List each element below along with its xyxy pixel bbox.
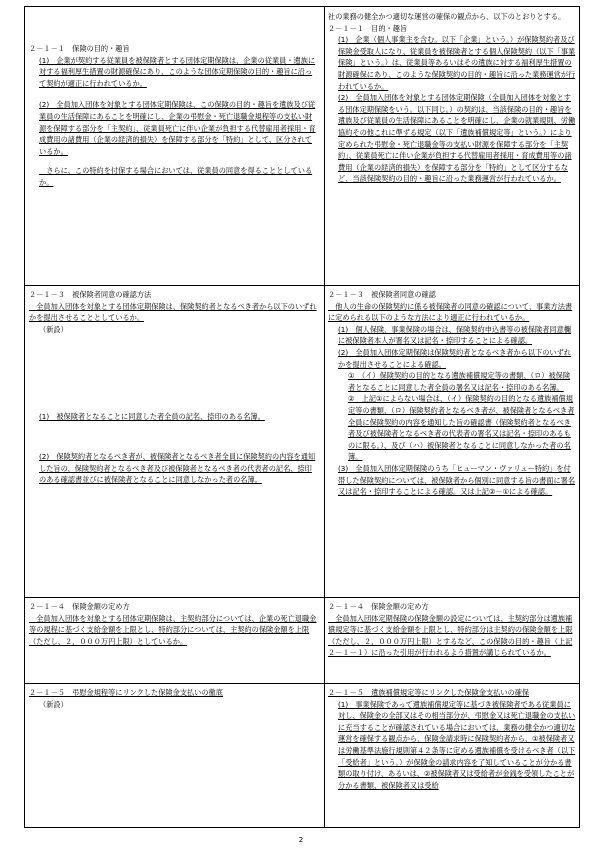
left-section-consent [29, 289, 319, 335]
left-s2-item-2-block [29, 451, 319, 486]
left-s4-heading: ２－１－５ 弔慰金規程等にリンクした保険金支払いの徹底 [29, 688, 223, 697]
left-section-amount [29, 601, 319, 647]
left-s4-new-label: （新設） [39, 699, 68, 709]
right-s2-heading: ２－１－３ 被保険者同意の確認 [328, 290, 436, 299]
left-s1-paragraph-2: (2) 全員加入団体を対象とする団体定期保険は、この保険の目的・趣旨を遺族及び従業員の生活保障にあることを明確にし、企業の弔慰金・死亡退職金規程等の支払い財源を保障する部分を「主契約」、従業員死亡に伴い企業が負担する代替雇用者採用・育成費用の諸費用（企業の経済的損失）を保障する部分を「特約」として、区分されているか。 [39, 100, 316, 156]
left-s2-heading: ２－１－３ 被保険者同意の確認方法 [29, 290, 152, 299]
right-section-consent [328, 289, 577, 498]
left-s2-new-label: （新設） [39, 324, 68, 334]
right-s2-item-2: (2) 全員加入団体定期保険は保険契約者となるべき者から以下のいずれかを提出させることによる確認。 [338, 347, 571, 369]
left-s1-paragraph-3: さらに、この特約を付保する場合においては、従業員の同意を得ることとしているか。 [39, 166, 313, 187]
right-s4-heading: ２－１－５ 遺族補償規定等にリンクした保険金支払いの確保 [328, 688, 530, 697]
left-s1-heading: ２－１－１ 保険の目的・趣旨 [29, 44, 130, 53]
left-s3-paragraph: 全員加入団体を対象とする団体定期保険は、主契約部分については、企業の死亡退職金等の規程に基づく支給金額を上限とし、特約部分については、主契約の保険金額を上限（ただし、２，０００万円上限）としているか。 [29, 613, 317, 646]
row-divider-2 [25, 597, 579, 598]
right-section-purpose [328, 11, 577, 185]
left-section-payment [29, 687, 319, 710]
right-s2-item-1: (1) 個人保険、事業保険の場合は、保険契約申込書等の被保険者同意欄に被保険者本人が署名又は記名・捺印することによる確認。 [338, 324, 571, 346]
left-s3-heading: ２－１－４ 保険金額の定め方 [29, 602, 130, 611]
page-number: 2 [298, 836, 304, 844]
right-s2-intro: 他人の生命の保険契約に係る被保険者の同意の確認について、事業方法書に定められる以下のような方法により適正に行われているか。 [328, 301, 573, 323]
right-s4-paragraph: (1) 事業保険であって遺族補償規定等に基づき被保険者である従業員に対し、保険金の全部又はその相当部分が、弔慰金又は死亡退職金の支払いに充当することが確認されている場合においては、業務の健全かつ適切な運営を確保する観点から、保険金請求時に保険契約者から、①被保険者又は労働基準法施行規則第４２条等に定める遺族補償を受けるべき者（以下「受給者」という。）が保険金の請求内容を了知していることが分かる書類の取り付け、あるいは、②被保険者又は受給者が金銭を受領したことが分かる書類、被保険者又は受給 [338, 699, 576, 790]
document-frame [24, 6, 580, 828]
right-section-payment [328, 687, 577, 791]
right-s3-paragraph: 全員加入団体定期保険の保険金額の設定については、主契約部分は遺族補償規定等に基づく支給金額を上限とし、特約部分は主契約の保険金額を上限（ただし、２，０００万円上限）とするなど、この保険の目的・趣旨（上記２－１－１）に沿った引用が行われるよう措置が講じられているか。 [328, 613, 573, 658]
right-s2-item-2-sub-1: ① （イ）保険契約の目的となる遺族補償規定等の書類、（ロ）被保険者となることに同意した者全員の署名又は記名・捺印のある名簿。 [348, 371, 571, 392]
left-s1-paragraph-1: (1) 企業が契約する従業員を被保険者とする団体定期保険は、企業の従業員・遺族に対する福利厚生措置の財源確保にあり、このような団体定期保険の目的・趣旨に沿って契約が適正に行われているか。 [39, 55, 316, 88]
left-s2-item-1-block [29, 411, 319, 423]
right-s2-item-2-sub-2: ② 上記①によらない場合は、（イ）保険契約の目的となる遺族補償規定等の書類、（ロ）保険契約者となるべき者が、被保険者となるべき者全員に保険契約の内容を通知した旨の確認書（保険契約者となるべき者及び被保険者となるべき者の代表者の署名又は記名・捺印のあるものに限る。）、及び（ハ）被保険者となることに同意しなかった者の名簿。 [348, 394, 575, 462]
left-s2-item-2: (2) 保険契約者となるべき者が、被保険者となるべき者全員に保険契約の内容を通知した旨の、保険契約者となるべき者及び被保険者となるべき者の代表者の記名、捺印のある確認書並びに被保険者となることに同意しなかった者の名簿。 [39, 452, 316, 485]
row-divider-1 [25, 285, 579, 286]
left-s2-intro: 全員加入団体を対象とする団体定期保険は、保険契約者となるべき者から以下のいずれかを提出させることとしているか。 [29, 301, 317, 323]
left-s2-item-1: (1) 被保険者となることに同意した者全員の記名、捺印のある名簿。 [39, 412, 265, 421]
right-s1-heading: ２－１－１ 目的・趣旨 [328, 23, 408, 33]
right-s3-heading: ２－１－４ 保険金額の定め方 [328, 602, 429, 611]
right-section-amount [328, 601, 577, 659]
right-s1-paragraph-1: (1) 企業（個人事業主を含む。以下「企業」という。）が保険契約者及び保険金受取人になり、従業員を被保険者とする個人保険契約（以下「事業保険」という。）は、従業員等あるいはその遺族に対する福利厚生措置の財源確保にあり、このような保険契約の目的・趣旨に沿った業務運営が行われているか。 [338, 35, 576, 91]
column-divider [324, 7, 325, 827]
right-top-paragraph: 社の業務の健全かつ適切な運営の確保の観点から、以下のとおりとする。 [328, 12, 566, 21]
right-s1-paragraph-2: (2) 全員加入団体を対象とする団体定期保険（全員加入団体を対象とする団体定期保険をいう。以下同じ。）の契約は、当該保険の目的・趣旨を遺族及び従業員の生活保障にあることを明確にし、企業の就業規則、労働協約その他これに準ずる規定（以下「遺族補償規定等」という。）により定められた弔慰金・死亡退職金等の支払い財源を保障する部分を「主契約」、従業員死亡に伴い企業が負担する代替雇用者採用・育成費用等の諸費用（企業の経済的損失）を保障する部分を「特約」として区分するなど、当該保険契約の目的・趣旨に沿った業務運営が行われているか。 [338, 93, 576, 184]
right-s2-item-3: (3) 全員加入団体定期保険のうち「ヒューマン・ヴァリュー特約」を付帯した保険契約については、被保険者から個別に同意する旨の書面に署名又は記名・捺印することによる確認。又は上記②－①による確認。 [338, 463, 576, 497]
left-section-purpose [29, 43, 319, 189]
row-divider-3 [25, 683, 579, 684]
